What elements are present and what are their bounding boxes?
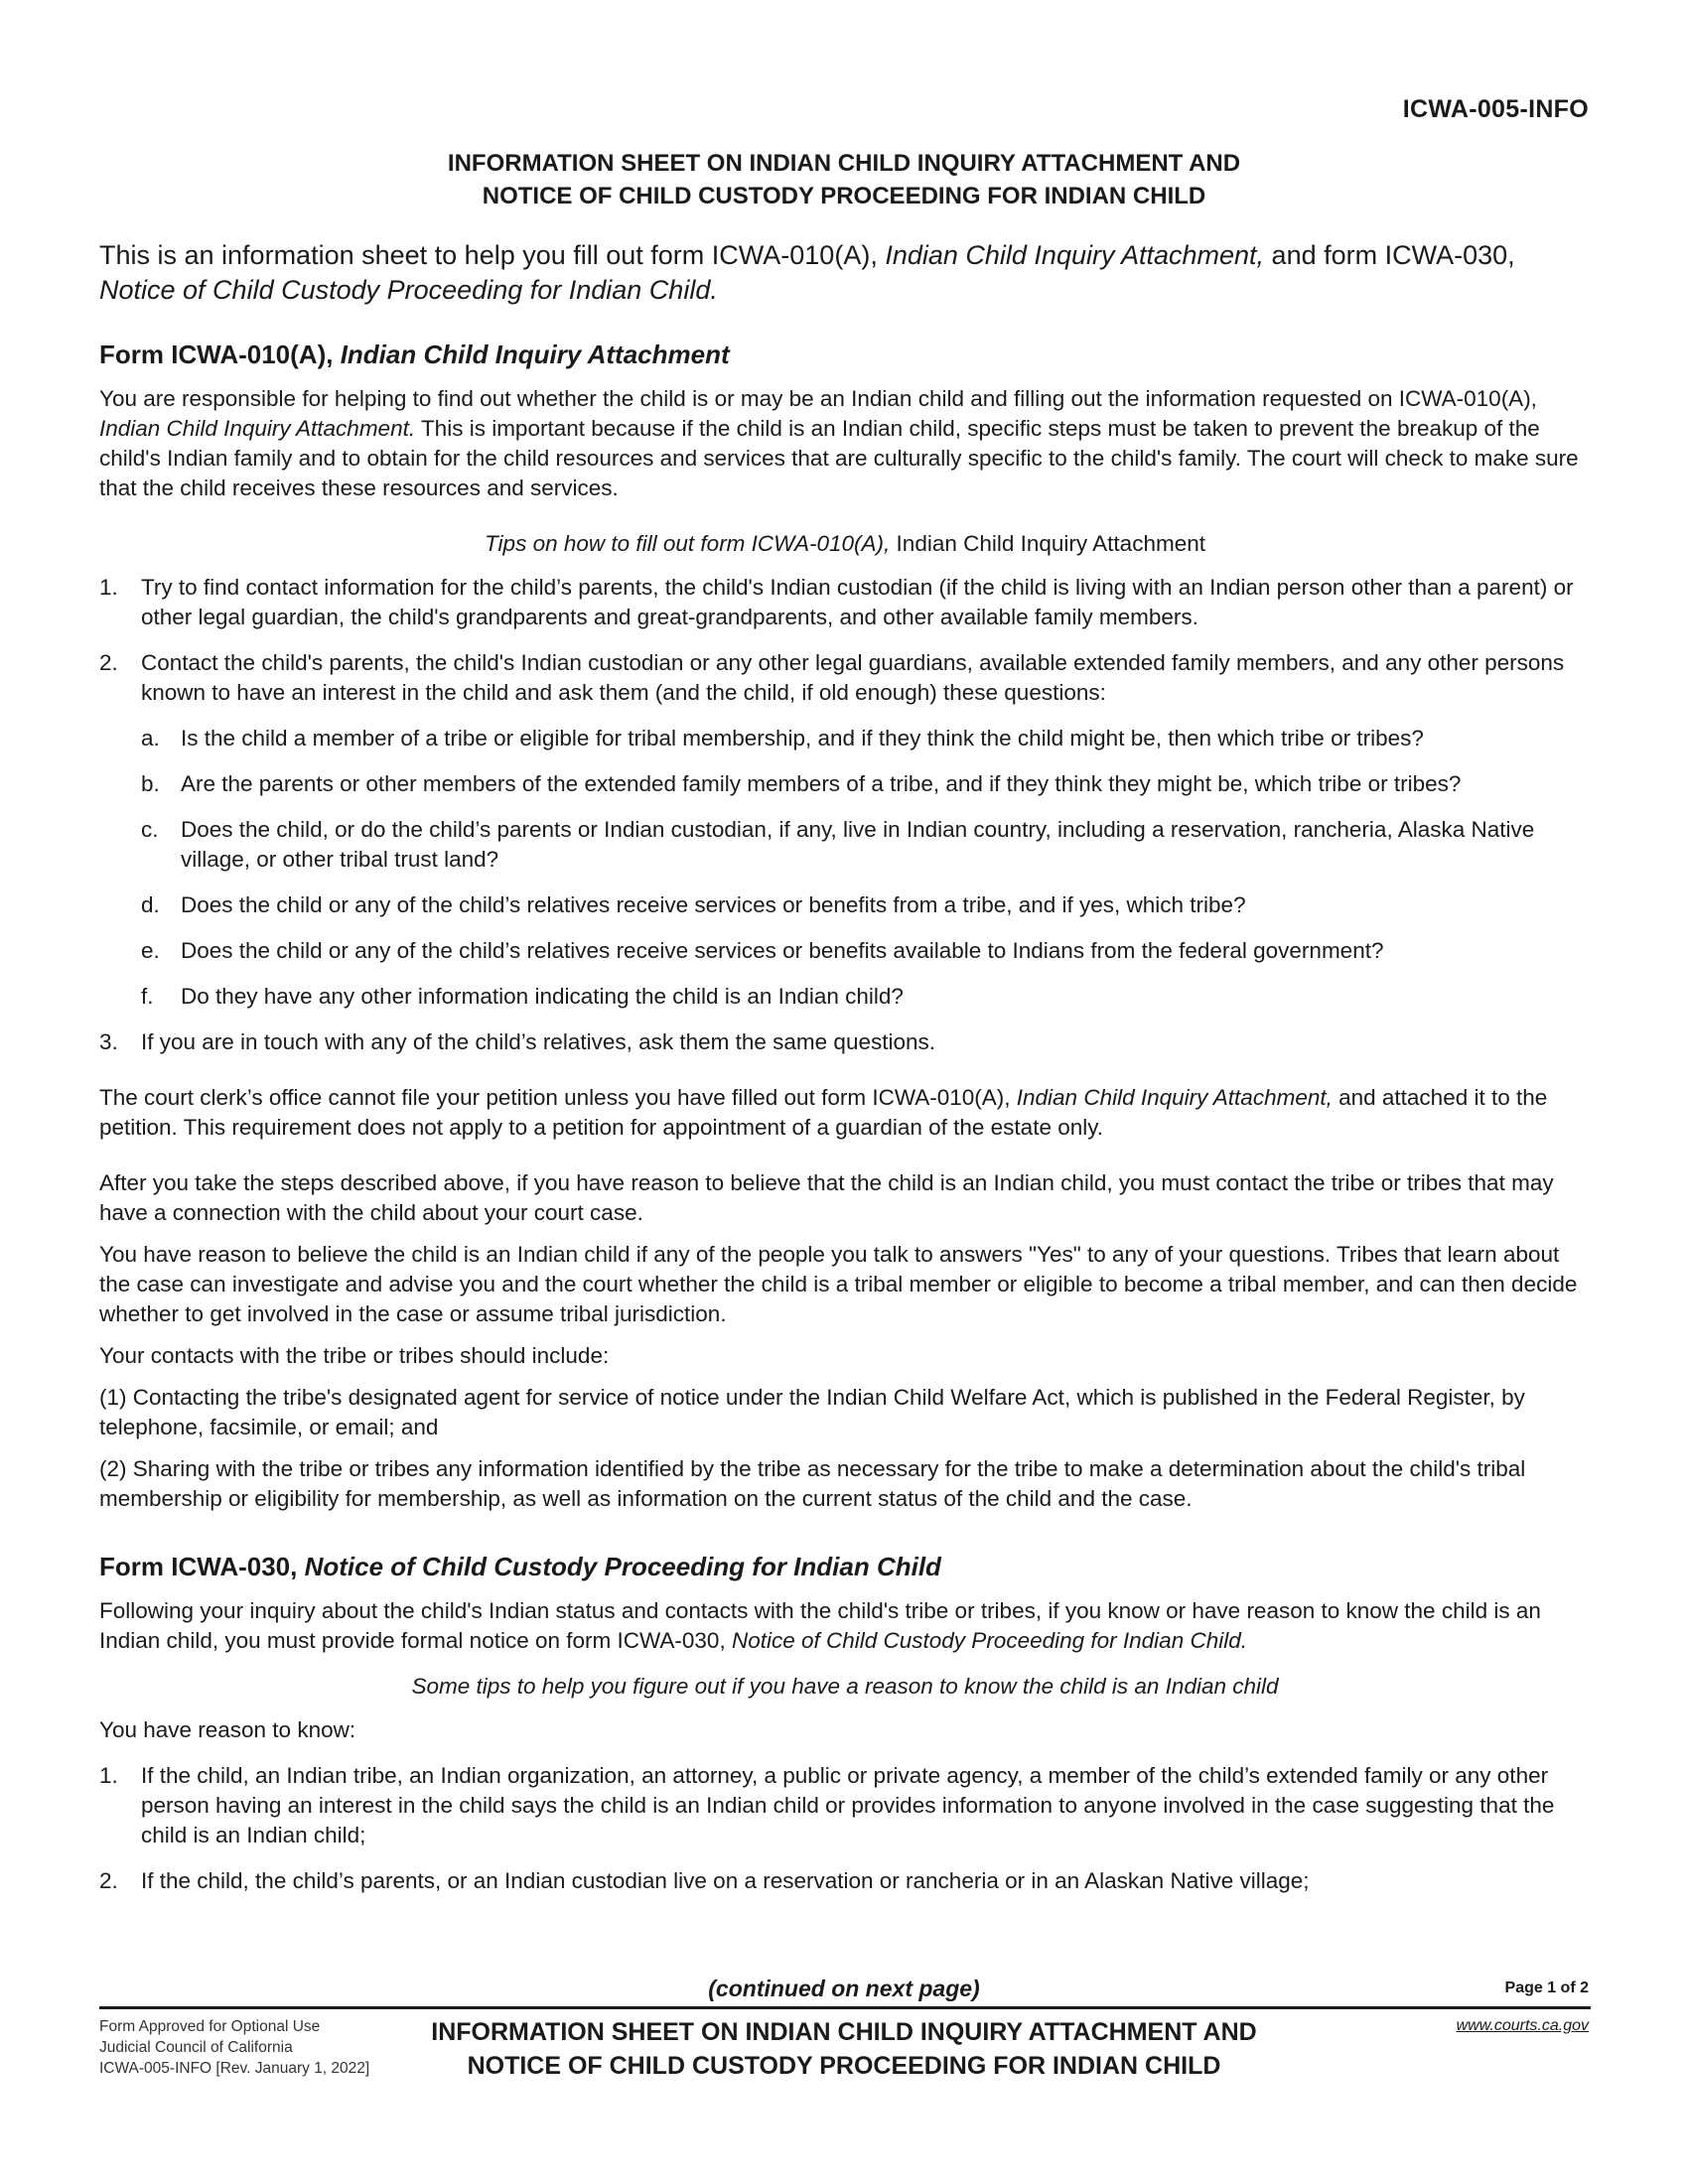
intro-paragraph <box>99 238 1591 308</box>
clerk-paragraph <box>99 1083 1591 1143</box>
page-title <box>99 147 1589 212</box>
section-1-tips <box>99 529 1591 559</box>
reason-paragraph: You have reason to believe the child is an Indian child if any of the people you talk to answers "Yes" to any of your questions. Tribes that learn about the case can investigate and advise you and the court whether the child is a tribal member or eligible to become a tribal member, and can then decide whether to get involved in the case or assume tribal jurisdiction. <box>99 1242 1578 1326</box>
footer-title-line-2: NOTICE OF CHILD CUSTODY PROCEEDING FOR INDIAN CHILD <box>467 2052 1221 2080</box>
clerk-em: Indian Child Inquiry Attachment, <box>1016 1085 1333 1110</box>
sub-letter: c. <box>141 817 159 842</box>
footer-divider <box>99 2006 1591 2009</box>
footer-approval: Form Approved for Optional Use <box>99 2018 321 2035</box>
footer-council: Judicial Council of California <box>99 2039 293 2056</box>
sub-item-d <box>141 890 1591 920</box>
clerk-text-2: and attached it to the petition. This requirement does not apply to a petition for appointment of a guardian of the estate only. <box>99 1085 1548 1140</box>
s2-tips-em: Some tips to help you figure out if you have a reason to know the child is an Indian child <box>411 1674 1279 1699</box>
section-2-heading <box>99 1550 1591 1583</box>
s1-tips-em: Tips on how to fill out form ICWA-010(A), <box>485 531 891 556</box>
list-item-1 <box>99 573 1591 632</box>
footer-revision: ICWA-005-INFO [Rev. January 1, 2022] <box>99 2060 370 2077</box>
footer-title-line-1: INFORMATION SHEET ON INDIAN CHILD INQUIRY ATTACHMENT AND <box>431 2018 1257 2046</box>
list-item-2 <box>99 648 1591 708</box>
section-2-paragraph <box>99 1596 1591 1656</box>
section-2-heading-em: Notice of Child Custody Proceeding for Indian Child <box>304 1552 941 1581</box>
courts-website-link[interactable]: www.courts.ca.gov <box>1456 2017 1589 2034</box>
list-number: 2. <box>99 1868 118 1893</box>
sub-text: Does the child or any of the child’s relatives receive services or benefits from a tribe, and if yes, which tribe? <box>181 892 1246 917</box>
sub-item-f <box>141 982 1591 1012</box>
list-text: Contact the child's parents, the child's Indian custodian or any other legal guardians, available extended family members, and any other persons known to have an interest in the child and ask them (and the child, if old enough) these questions: <box>141 650 1565 705</box>
sub-text: Does the child, or do the child’s parents or Indian custodian, if any, live in Indian country, including a reservation, rancheria, Alaska Native village, or other tribal trust land? <box>181 817 1535 872</box>
section-2-tips <box>99 1672 1591 1702</box>
intro-form-title-2: Notice of Child Custody Proceeding for Indian Child. <box>99 275 718 305</box>
sub-item-b <box>141 769 1591 799</box>
sub-text: Does the child or any of the child’s relatives receive services or benefits available to Indians from the federal government? <box>181 938 1384 963</box>
list-number: 1. <box>99 1763 118 1788</box>
list-text: If the child, the child’s parents, or an Indian custodian live on a reservation or rancheria or in an Alaskan Native village; <box>141 1868 1310 1893</box>
main-content <box>99 238 1591 1896</box>
section-1-paragraph <box>99 384 1591 503</box>
sub-letter: a. <box>141 726 160 751</box>
list-item-3 <box>99 1027 1591 1057</box>
sub-item-c <box>141 815 1591 875</box>
sub-letter: b. <box>141 771 160 796</box>
list-text: If you are in touch with any of the child’s relatives, ask them the same questions. <box>141 1029 936 1054</box>
after-paragraph: After you take the steps described above, if you have reason to believe that the child is an Indian child, you must contact the tribe or tribes that may have a connection with the child about your court case. <box>99 1170 1554 1225</box>
section-2-heading-text: Form ICWA-030, <box>99 1552 305 1581</box>
continued-note: (continued on next page) <box>708 1976 980 2001</box>
section-1-heading <box>99 338 1591 371</box>
sub-letter: d. <box>141 892 160 917</box>
page-number: Page 1 of 2 <box>1504 1979 1589 1996</box>
contacts-paragraph: Your contacts with the tribe or tribes should include: <box>99 1343 610 1368</box>
form-code: ICWA-005-INFO <box>1402 95 1589 123</box>
title-line-2: NOTICE OF CHILD CUSTODY PROCEEDING FOR INDIAN CHILD <box>482 183 1206 209</box>
footer-form-info <box>99 2016 369 2079</box>
list-number: 3. <box>99 1029 118 1054</box>
title-line-1: INFORMATION SHEET ON INDIAN CHILD INQUIRY ATTACHMENT AND <box>447 150 1241 177</box>
s2-para-text: Following your inquiry about the child's Indian status and contacts with the child's tribe or tribes, if you know or have reason to know the child is an Indian child, you must provide formal notice on form ICWA-030, <box>99 1598 1541 1653</box>
footer-title <box>407 2015 1281 2083</box>
intro-text: This is an information sheet to help you fill out form ICWA-010(A), <box>99 240 886 270</box>
section-1-heading-text: Form ICWA-010(A), <box>99 340 341 369</box>
s1-tips-rest: Indian Child Inquiry Attachment <box>890 531 1205 556</box>
s2-list-item-2 <box>99 1866 1591 1896</box>
sub-item-e <box>141 936 1591 966</box>
list-number: 2. <box>99 650 118 675</box>
s1-para-text-2: This is important because if the child is an Indian child, specific steps must be taken to prevent the breakup of the child's Indian family and to obtain for the child resources and services that are culturally specific to the child's family. The court will check to make sure that the child receives these resources and services. <box>99 416 1579 500</box>
list-text: If the child, an Indian tribe, an Indian organization, an attorney, a public or private agency, a member of the child’s extended family or any other person having an interest in the child says the child is an Indian child or provides information to anyone involved in the case suggesting that the child is an Indian child; <box>141 1763 1555 1847</box>
s2-para-em: Notice of Child Custody Proceeding for Indian Child. <box>731 1628 1247 1653</box>
sub-text: Are the parents or other members of the extended family members of a tribe, and if they think they might be, which tribe or tribes? <box>181 771 1462 796</box>
sub-letter: f. <box>141 984 154 1009</box>
section-1-heading-em: Indian Child Inquiry Attachment <box>340 340 730 369</box>
s2-list-item-1 <box>99 1761 1591 1850</box>
contact-1-paragraph: (1) Contacting the tribe's designated agent for service of notice under the Indian Child Welfare Act, which is published in the Federal Register, by telephone, facsimile, or email; and <box>99 1385 1525 1439</box>
s1-para-text: You are responsible for helping to find out whether the child is or may be an Indian child and filling out the information requested on ICWA-010(A), <box>99 386 1537 411</box>
sub-letter: e. <box>141 938 160 963</box>
s1-para-em: Indian Child Inquiry Attachment. <box>99 416 416 441</box>
intro-text-2: and form ICWA-030, <box>1264 240 1515 270</box>
clerk-text: The court clerk’s office cannot file your petition unless you have filled out form ICWA-010(A), <box>99 1085 1017 1110</box>
intro-form-title-1: Indian Child Inquiry Attachment, <box>885 240 1265 270</box>
sub-text: Is the child a member of a tribe or eligible for tribal membership, and if they think the child might be, then which tribe or tribes? <box>181 726 1424 751</box>
list-text: Try to find contact information for the child’s parents, the child's Indian custodian (if the child is living with an Indian person other than a parent) or other legal guardian, the child's grandparents and great-grandparents, and other available family members. <box>141 575 1574 629</box>
sub-item-a <box>141 724 1591 753</box>
list-number: 1. <box>99 575 118 600</box>
reason-to-know: You have reason to know: <box>99 1717 356 1742</box>
contact-2-paragraph: (2) Sharing with the tribe or tribes any information identified by the tribe as necessary for the tribe to make a determination about the child's tribal membership or eligibility for membership, as well as information on the current status of the child and the case. <box>99 1456 1526 1511</box>
sub-text: Do they have any other information indicating the child is an Indian child? <box>181 984 904 1009</box>
